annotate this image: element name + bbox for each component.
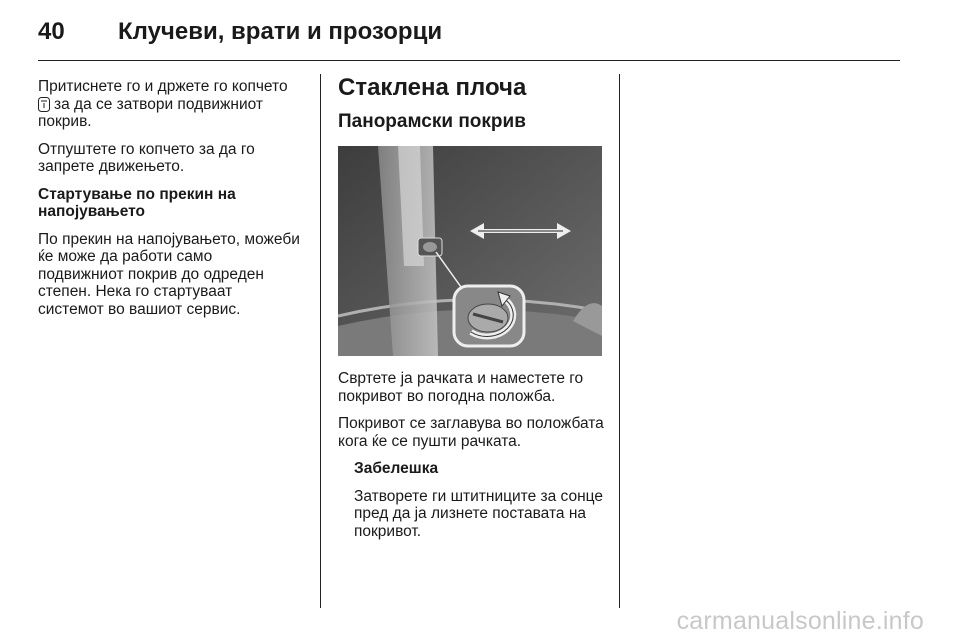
- column-divider-left: [320, 74, 321, 608]
- watermark: carmanualsonline.info: [676, 607, 924, 635]
- illustration-graphic: [338, 146, 602, 356]
- subheading-restart: Стартување по прекин на напојувањето: [38, 185, 236, 220]
- note-block: [354, 460, 604, 540]
- paragraph-prefix: Притиснете го и држете го копчето: [38, 78, 288, 95]
- section-subtitle: Панорамски покрив: [338, 111, 526, 132]
- column-divider-right: [619, 74, 620, 608]
- chapter-title: Клучеви, врати и прозорци: [118, 18, 443, 45]
- left-column: [38, 78, 300, 328]
- paragraph-roof-locks: Покривот се заглавува во положбата кога ќе се пушти рачката.: [338, 415, 604, 450]
- middle-column: [338, 74, 604, 550]
- page-number: 40: [38, 18, 65, 45]
- header-rule: [38, 60, 900, 61]
- paragraph-power-interruption: По прекин на напојувањето, можеби ќе може да работи само подвижниот покрив до одреден степен. Нека го стартуваат системот во вашиот сервис.: [38, 230, 300, 318]
- paragraph-turn-handle: Свртете ја рачката и наместете го покривот во погодна положба.: [338, 370, 584, 405]
- sunroof-handle-illustration: [338, 146, 602, 356]
- note-title: Забелешка: [354, 460, 439, 477]
- paragraph-release-button: Отпуштете го копчето за да го запрете движењето.: [38, 140, 255, 175]
- section-title: Стаклена плоча: [338, 74, 527, 101]
- note-text: Затворете ги штитниците за сонце пред да ја лизнете поставата на покривот.: [354, 487, 603, 540]
- paragraph-press-button: [38, 78, 300, 131]
- roof-close-button-icon: [38, 97, 50, 112]
- paragraph-text: за да се затвори подвижниот покрив.: [38, 95, 264, 130]
- page-header: [38, 18, 918, 58]
